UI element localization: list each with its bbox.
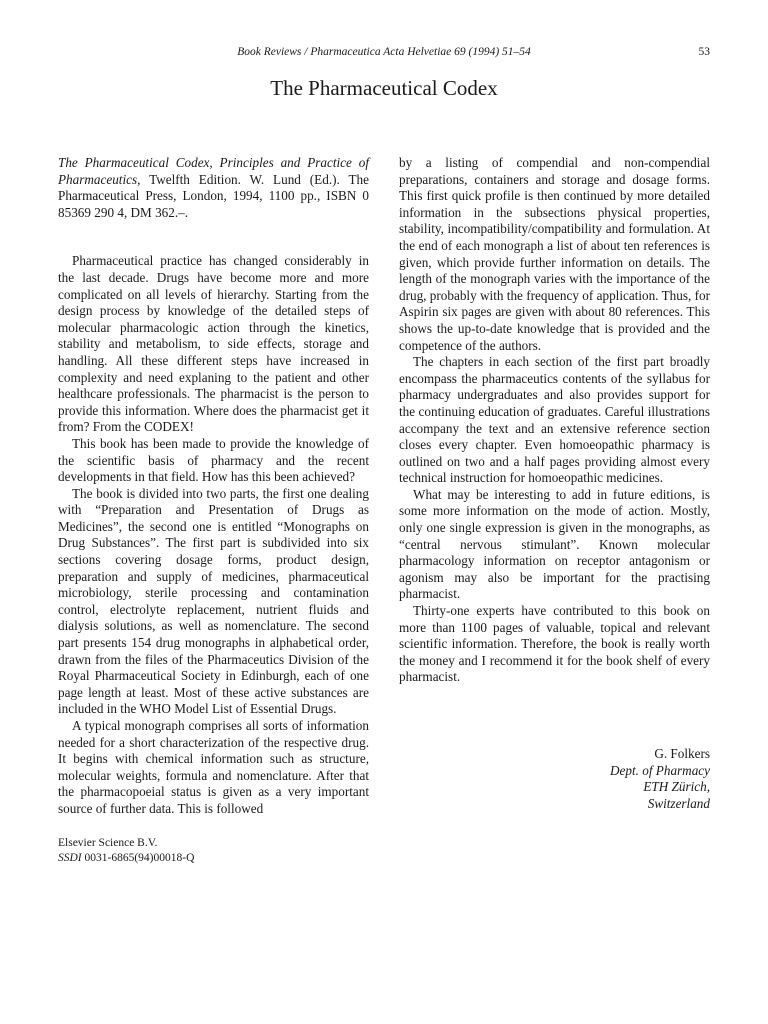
page-number: 53: [698, 46, 710, 58]
body-paragraph: Pharmaceutical practice has changed considerably in the last decade. Drugs have become more and more complicated on all levels of hierarchy. Starting from the design process by knowledge of the detailed steps of molecular pharmacologic action through the kinetics, stability and metabolism, to side effects, storage and handling. All these different steps have increased in complexity and need explaning to the patient and other healthcare professionals. The pharmacist is the person to provide this information. Where does the pharmacist get it from? From the CODEX!: [58, 253, 369, 435]
book-title: The Pharmaceutical Codex, Principles and Practice of Pharmaceutics: [58, 155, 369, 187]
reviewer-institution: ETH Zürich,: [643, 779, 710, 795]
reviewer-country: Switzerland: [647, 795, 710, 811]
ssdi-line: [58, 851, 194, 866]
body-paragraph: The book is divided into two parts, the first one dealing with “Preparation and Presentation of Drugs as Medicines”, the second one is entitled “Monographs on Drug Substances”. The first part is subdivided into six sections covering dosage forms, product design, preparation and supply of medicines, pharmaceutical microbiology, sterile processing and contamination control, electrolyte replacement, nutrient fluids and dialysis solutions, as well as nomenclature. The second part presents 154 drug monographs in alphabetical order, drawn from the files of the Pharmaceutics Division of the Royal Pharmaceutical Society in Edinburgh, each of one page length at least. Most of these active substances are included in the WHO Model List of Essential Drugs.: [58, 485, 369, 717]
publisher: Elsevier Science B.V.: [58, 837, 158, 849]
reviewer-signature: [399, 746, 710, 812]
running-head: [0, 44, 768, 60]
body-paragraph: Thirty-one experts have contributed to this book on more than 1100 pages of valuable, topical and relevant scientific information. Therefore, the book is really worth the money and I recommend it for the book shelf of every pharmacist.: [399, 603, 710, 685]
right-column: [399, 155, 710, 812]
book-details: , Twelfth Edition. W. Lund (Ed.). The Pharmaceutical Press, London, 1994, 1100 pp., ISBN 0 85369 290 4, DM 362.–.: [58, 171, 369, 220]
journal-citation: Book Reviews / Pharmaceutica Acta Helvetiae 69 (1994) 51–54: [237, 46, 531, 58]
reviewer-department: Dept. of Pharmacy: [610, 762, 710, 778]
body-paragraph: by a listing of compendial and non-compendial preparations, containers and storage and dosage forms. This first quick profile is then continued by more detailed information in the subsections physical properties, stability, incompatibility/compatibility and formulation. At the end of each monograph a list of about ten references is given, which provide further information on details. The length of the monograph varies with the importance of the drug, probably with the frequency of application. Thus, for Aspirin six pages are given with about 80 references. This shows the up-to-date knowledge that is provided and the competence of the authors.: [399, 155, 710, 353]
reviewer-name: G. Folkers: [654, 746, 710, 761]
footer: [58, 836, 194, 866]
body-paragraph: The chapters in each section of the first part broadly encompass the pharmaceutics contents of the syllabus for pharmacy undergraduates and also provides support for the continuing education of graduates. Careful illustrations accompany the text and an extensive reference section closes every chapter. Even homoeopathic pharmacy is outlined on two and a half pages providing almost every technical instruction for homoeopathic medicines.: [399, 354, 710, 486]
ssdi-label: SSDI: [58, 852, 82, 864]
article-title: The Pharmaceutical Codex: [270, 76, 498, 100]
left-column: [58, 155, 369, 818]
book-citation: [58, 155, 369, 221]
ssdi-code: 0031-6865(94)00018-Q: [84, 852, 195, 864]
body-paragraph: A typical monograph comprises all sorts of information needed for a short characterization of the respective drug. It begins with chemical information such as structure, molecular weights, formula and nomenclature. After that the pharmacopoeial status is given as a very important source of further data. This is followed: [58, 718, 369, 816]
body-paragraph: What may be interesting to add in future editions, is some more information on the mode of action. Mostly, only one single expression is given in the monographs, as “central nervous stimulant”. Known molecular pharmacology information on receptor antagonism or agonism may also be important for the practising pharmacist.: [399, 486, 710, 602]
body-paragraph: This book has been made to provide the knowledge of the scientific basis of pharmacy and the recent developments in that field. How has this been achieved?: [58, 435, 369, 485]
